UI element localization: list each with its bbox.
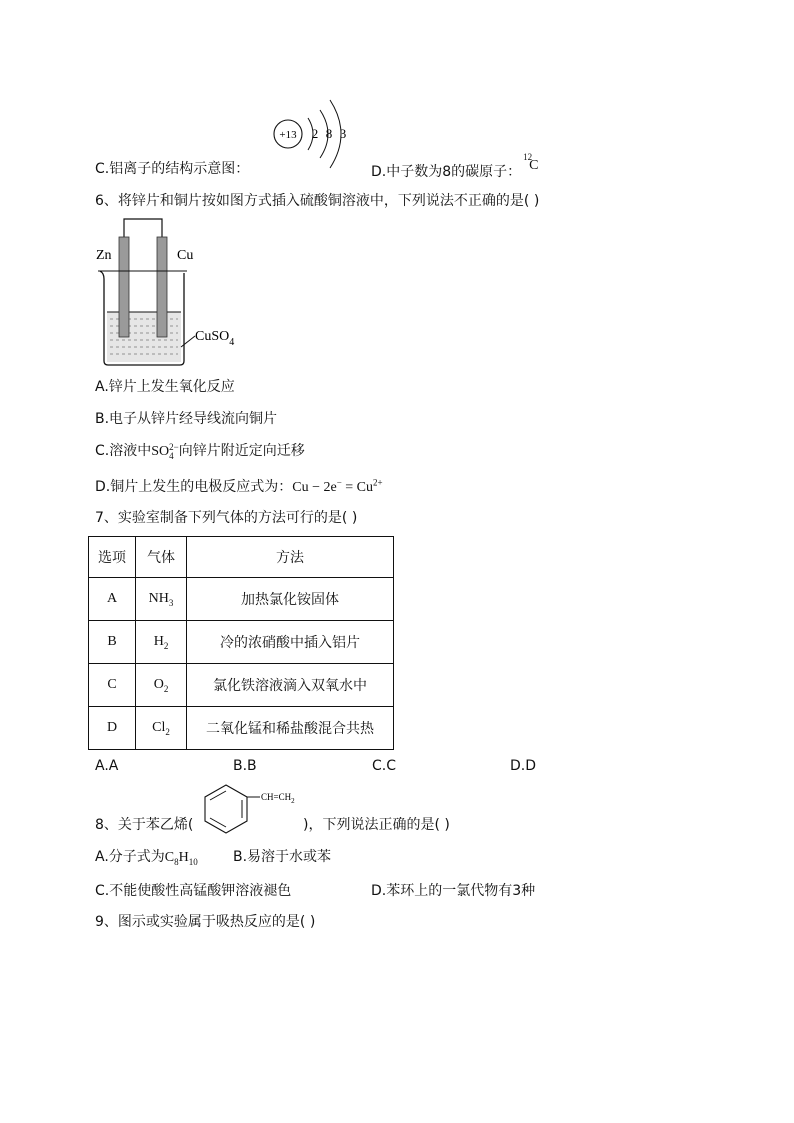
table-row (89, 664, 394, 707)
solution-pointer-line (181, 336, 195, 347)
q7-answer-b: B.B (233, 758, 257, 774)
row-option: C (89, 664, 136, 707)
cuso4-label: CuSO$_4$ (195, 329, 235, 348)
row-method: 冷的浓硝酸中插入铝片 (187, 621, 394, 664)
q8-stem-start: 8、关于苯乙烯( (95, 817, 194, 833)
shell-1-count: 2 (311, 126, 319, 141)
row-gas: $H_2$ (136, 621, 187, 664)
shell-3-count: 3 (339, 126, 347, 141)
q8-option-a: A.分子式为$C_8H_{10}$ (95, 849, 198, 867)
table-row (89, 707, 394, 750)
table-row (89, 621, 394, 664)
gas-preparation-table (88, 536, 394, 750)
row-method: 二氧化锰和稀盐酸混合共热 (187, 707, 394, 750)
row-option: A (89, 578, 136, 621)
row-method: 氯化铁溶液滴入双氧水中 (187, 664, 394, 707)
q6-stem: 6、将锌片和铜片按如图方式插入硫酸铜溶液中，下列说法不正确的是( ) (95, 193, 540, 209)
header-option: 选项 (89, 537, 136, 578)
row-method: 加热氯化铵固体 (187, 578, 394, 621)
cu-label: Cu (177, 248, 194, 263)
q6-option-c: C.溶液中SO 2− 4 向锌片附近定向迁移 (95, 441, 305, 461)
q7-answer-d: D.D (510, 758, 537, 774)
vinyl-group: $CH=CH_2$ (261, 792, 295, 805)
q6-option-b: B.电子从锌片经导线流向铜片 (95, 411, 278, 427)
q6-option-d: D.铜片上发生的电极反应式为：$Cu - 2e^- = Cu^{2+}$ (95, 477, 383, 495)
carbon-isotope-symbol: 12 C (523, 152, 539, 173)
row-gas: $O_2$ (136, 664, 187, 707)
shell-2-count: 8 (325, 126, 333, 141)
copper-sulfate-solution (107, 312, 181, 362)
zinc-electrode (119, 237, 129, 337)
row-option: D (89, 707, 136, 750)
q8-stem-end: )，下列说法正确的是( ) (303, 817, 450, 833)
styrene-structure (200, 780, 310, 834)
sulfate-ion: SO 2− 4 (151, 441, 179, 461)
electrode-equation: $Cu - 2e^- = Cu^{2+}$ (292, 477, 383, 495)
q7-answer-a: A.A (95, 758, 119, 774)
q8-option-c: C.不能使酸性高锰酸钾溶液褪色 (95, 883, 292, 899)
aluminum-ion-structure-diagram (268, 96, 358, 176)
header-method: 方法 (187, 537, 394, 578)
molecular-formula: $C_8H_{10}$ (164, 850, 198, 867)
table-row (89, 578, 394, 621)
connecting-wire (124, 219, 162, 297)
galvanic-cell-figure (92, 215, 252, 373)
q6-option-a: A.锌片上发生氧化反应 (95, 379, 235, 395)
q8-option-b: B.易溶于水或苯 (233, 849, 332, 865)
row-option: B (89, 621, 136, 664)
table-header-row (89, 537, 394, 578)
row-gas: $NH_3$ (136, 578, 187, 621)
q7-answer-c: C.C (372, 758, 397, 774)
benzene-ring (205, 785, 247, 833)
q7-stem: 7、实验室制备下列气体的方法可行的是( ) (95, 510, 358, 526)
zn-label: Zn (96, 248, 112, 263)
q5-option-c: C.铝离子的结构示意图： (95, 161, 250, 177)
q5-option-d: D.中子数为8的碳原子： 12 C (371, 158, 541, 181)
header-gas: 气体 (136, 537, 187, 578)
nucleus-charge: +13 (279, 129, 297, 141)
row-gas: $Cl_2$ (136, 707, 187, 750)
q9-stem: 9、图示或实验属于吸热反应的是( ) (95, 914, 316, 930)
copper-electrode (157, 237, 167, 337)
q8-option-d: D.苯环上的一氯代物有3种 (371, 883, 536, 899)
